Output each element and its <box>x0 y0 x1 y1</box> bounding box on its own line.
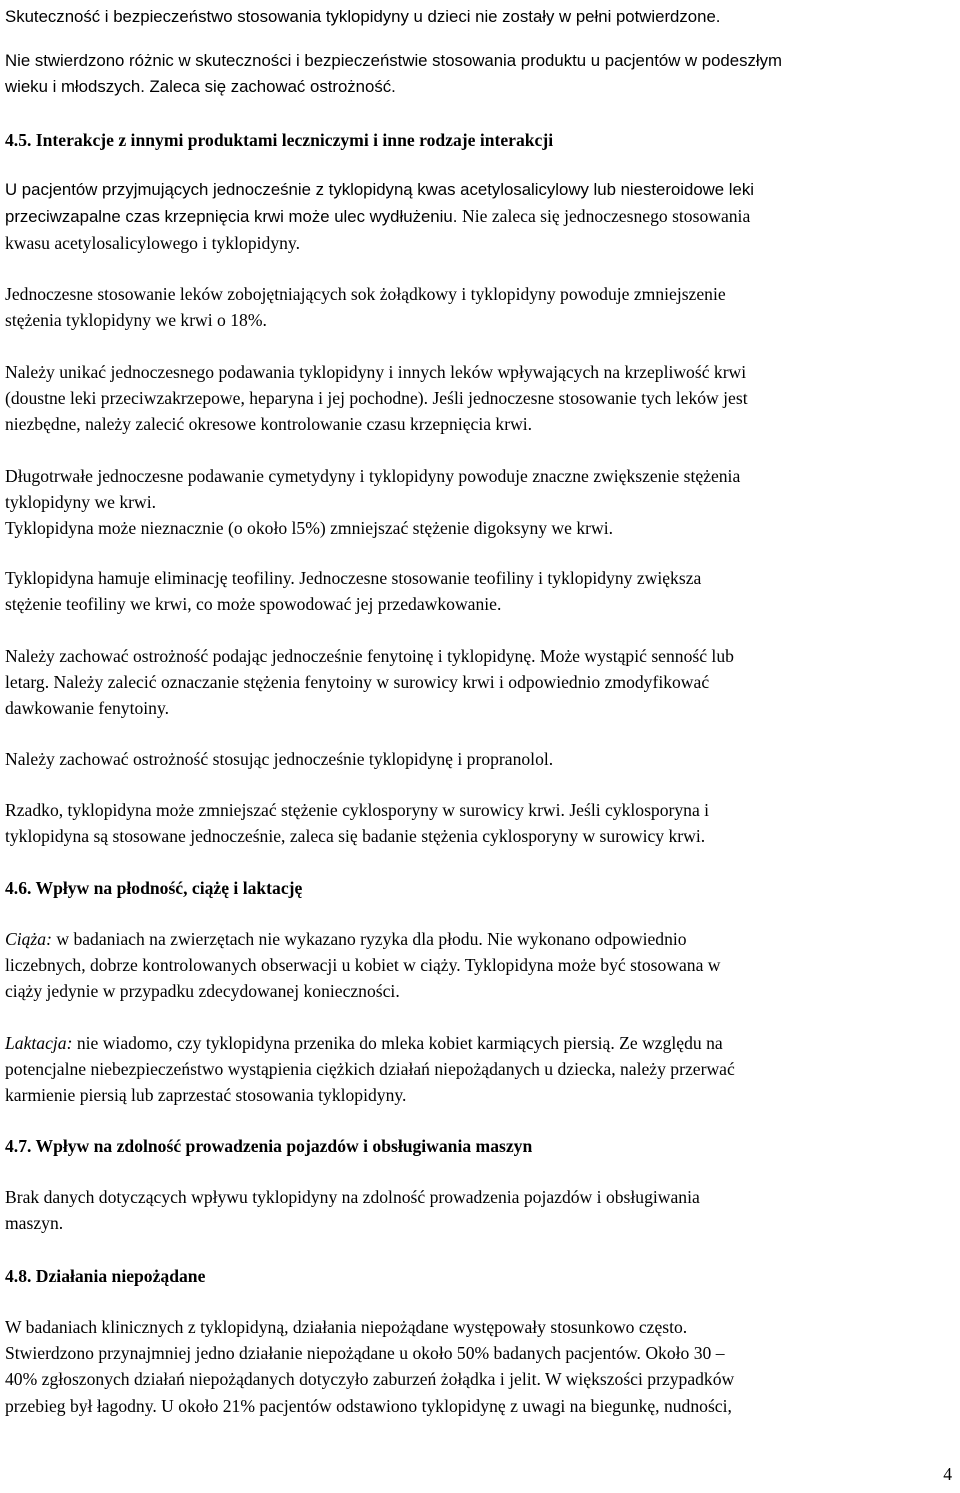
section-heading <box>5 1133 953 1159</box>
paragraph <box>5 1314 953 1419</box>
text-line <box>5 746 953 772</box>
paragraph <box>5 797 953 849</box>
section-heading <box>5 875 953 901</box>
text-content: liczebnych, dobrze kontrolowanych obserwacji u kobiet w ciąży. Tyklopidyna może być stosowana w <box>5 955 721 976</box>
text-line <box>5 74 953 100</box>
text-content: w badaniach na zwierzętach nie wykazano ryzyka dla płodu. Nie wykonano odpowiednio <box>51 929 687 949</box>
text-content: potencjalne niebezpieczeństwo wystąpienia ciężkich działań niepożądanych u dziecka, należy przerwać <box>5 1059 735 1080</box>
text-line <box>5 203 953 230</box>
paragraph <box>5 565 953 617</box>
text-content: 4.7. Wpływ na zdolność prowadzenia pojazdów i obsługiwania maszyn <box>5 1136 533 1156</box>
text-content: Należy zachować ostrożność stosując jednocześnie tyklopidynę i propranolol. <box>5 749 554 769</box>
text-line <box>5 926 953 952</box>
text-line <box>5 875 953 901</box>
text-segment: kwasu acetylosalicylowego i tyklopidyny. <box>5 233 300 254</box>
paragraph <box>5 1030 953 1109</box>
text-line <box>5 952 953 978</box>
text-content: dawkowanie fenytoiny. <box>5 698 169 719</box>
text-content: Rzadko, tyklopidyna może zmniejszać stężenie cyklosporyny w surowicy krwi. Jeśli cyklosporyna i <box>5 800 710 820</box>
text-content: stężenia tyklopidyny we krwi o 18%. <box>5 310 267 331</box>
paragraph <box>5 1184 953 1236</box>
paragraph <box>5 281 953 333</box>
paragraph <box>5 4 953 30</box>
text-line <box>5 797 953 823</box>
text-content: nie wiadomo, czy tyklopidyna przenika do mleka kobiet karmiących piersią. Ze względu na <box>72 1033 723 1053</box>
text-line <box>5 978 953 1004</box>
text-line <box>5 1314 953 1340</box>
text-line <box>5 176 953 203</box>
text-line <box>5 1133 953 1159</box>
paragraph <box>5 643 953 722</box>
text-segment: przeciwzapalne czas krzepnięcia krwi może ulec wydłużeniu. <box>5 207 463 227</box>
text-line <box>5 1082 953 1108</box>
text-line <box>5 1184 953 1210</box>
text-content: letarg. Należy zalecić oznaczanie stężenia fenytoiny w surowicy krwi i odpowiednio zmodyfikować <box>5 672 710 693</box>
text-line <box>5 1340 953 1366</box>
text-content: Stwierdzono przynajmniej jedno działanie niepożądane u około 50% badanych pacjentów. Około 30 – <box>5 1343 725 1364</box>
text-line <box>5 48 953 74</box>
text-content: W badaniach klinicznych z tyklopidyną, działania niepożądane występowały stosunkowo często. <box>5 1317 688 1337</box>
text-content: przebieg był łagodny. U około 21% pacjentów odstawiono tyklopidynę z uwagi na biegunkę, nudności, <box>5 1395 732 1416</box>
text-content: stężenie teofiliny we krwi, co może spowodować jej przedawkowanie. <box>5 594 502 615</box>
text-line <box>5 823 953 849</box>
text-content: 4.8. Działania niepożądane <box>5 1266 206 1286</box>
text-content: maszyn. <box>5 1213 64 1234</box>
text-content: Jednoczesne stosowanie leków zobojętniających sok żołądkowy i tyklopidyny powoduje zmniejszenie <box>5 284 726 304</box>
text-line <box>5 1056 953 1082</box>
text-content: Tyklopidyna hamuje eliminację teofiliny. Jednoczesne stosowanie teofiliny i tyklopidyny zwiększa <box>5 568 702 588</box>
text-content: ciąży jedynie w przypadku zdecydowanej konieczności. <box>5 981 400 1002</box>
section-heading <box>5 1263 953 1289</box>
text-line <box>5 695 953 721</box>
text-content: Należy unikać jednoczesnego podawania tyklopidyny i innych leków wpływających na krzepliwość krwi <box>5 362 747 382</box>
text-content: Długotrwałe jednoczesne podawanie cymetydyny i tyklopidyny powoduje znaczne zwiększenie stężenia <box>5 466 741 486</box>
text-line <box>5 127 953 153</box>
text-content: Należy zachować ostrożność podając jednocześnie fenytoinę i tyklopidynę. Może wystąpić senność lub <box>5 646 734 666</box>
text-line <box>5 230 953 256</box>
text-content: Nie stwierdzono różnic w skuteczności i bezpieczeństwie stosowania produktu u pacjentów w podeszłym <box>5 51 782 70</box>
text-line <box>5 489 953 515</box>
text-line <box>5 1263 953 1289</box>
text-line <box>5 1366 953 1392</box>
text-line <box>5 643 953 669</box>
text-content: niezbędne, należy zalecić okresowe kontrolowanie czasu krzepnięcia krwi. <box>5 414 533 435</box>
text-line <box>5 4 953 30</box>
paragraph <box>5 926 953 1005</box>
paragraph <box>5 463 953 542</box>
text-content: wieku i młodszych. Zaleca się zachować ostrożność. <box>5 77 396 97</box>
text-content: Skuteczność i bezpieczeństwo stosowania tyklopidyny u dzieci nie zostały w pełni potwierdzone. <box>5 7 721 26</box>
text-content: karmienie piersią lub zaprzestać stosowania tyklopidyny. <box>5 1085 407 1106</box>
paragraph <box>5 359 953 438</box>
text-segment: Nie zaleca się jednoczesnego stosowania <box>462 206 751 227</box>
text-content: 40% zgłoszonych działań niepożądanych dotyczyło zaburzeń żołądka i jelit. W większości przypadków <box>5 1369 735 1390</box>
paragraph <box>5 746 953 772</box>
paragraph-lead: Ciąża: <box>5 929 52 949</box>
text-line <box>5 565 953 591</box>
text-line <box>5 307 953 333</box>
text-segment: U pacjentów przyjmujących jednocześnie z tyklopidyną kwas acetylosalicylowy lub niesteroidowe leki <box>5 180 754 199</box>
text-line <box>5 1030 953 1056</box>
text-line <box>5 463 953 489</box>
text-content: Tyklopidyna może nieznacznie (o około l5%) zmniejszać stężenie digoksyny we krwi. <box>5 518 613 539</box>
text-line <box>5 1393 953 1419</box>
paragraph <box>5 48 953 100</box>
text-content: Brak danych dotyczących wpływu tyklopidyny na zdolność prowadzenia pojazdów i obsługiwania <box>5 1187 700 1207</box>
text-line <box>5 359 953 385</box>
text-content: tyklopidyny we krwi. <box>5 492 156 513</box>
text-line <box>5 515 953 541</box>
text-line <box>5 1210 953 1236</box>
text-content: (doustne leki przeciwzakrzepowe, heparyna i jej pochodne). Jeśli jednoczesne stosowanie tych leków jest <box>5 388 748 409</box>
text-content: 4.5. Interakcje z innymi produktami leczniczymi i inne rodzaje interakcji <box>5 130 554 150</box>
text-line <box>5 411 953 437</box>
paragraph-lead: Laktacja: <box>5 1033 73 1053</box>
paragraph <box>5 176 953 257</box>
section-heading <box>5 127 953 153</box>
text-line <box>5 281 953 307</box>
page-number: 4 <box>943 1464 952 1484</box>
text-line <box>5 669 953 695</box>
text-content: tyklopidyna są stosowane jednocześnie, zaleca się badanie stężenia cyklosporyny w surowicy krwi. <box>5 826 706 847</box>
text-line <box>5 385 953 411</box>
text-content: 4.6. Wpływ na płodność, ciążę i laktację <box>5 878 303 898</box>
text-line <box>5 591 953 617</box>
